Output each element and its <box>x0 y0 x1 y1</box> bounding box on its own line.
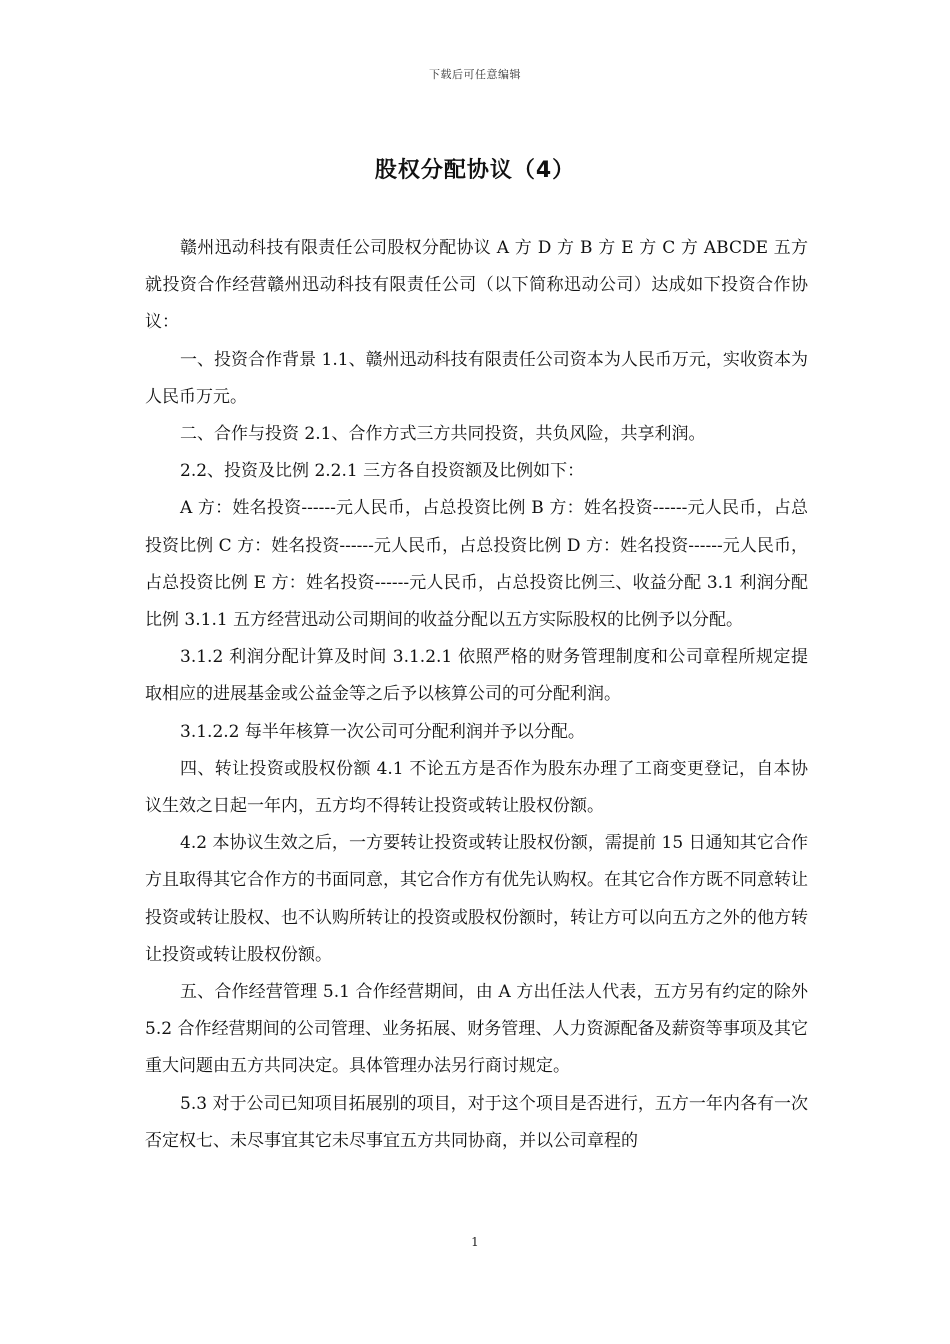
paragraph-section-4: 四、转让投资或股权份额 4.1 不论五方是否作为股东办理了工商变更登记，自本协议生效之日起一年内，五方均不得转让投资或转让股权份额。 <box>145 758 808 817</box>
paragraph-intro: 赣州迅动科技有限责任公司股权分配协议 A 方 D 方 B 方 E 方 C 方 ABCDE 五方就投资合作经营赣州迅动科技有限责任公司（以下简称迅动公司）达成如下投资合作协议： <box>145 238 808 333</box>
paragraph-section-4-2: 4.2 本协议生效之后，一方要转让投资或转让股权份额，需提前 15 日通知其它合作方且取得其它合作方的书面同意，其它合作方有优先认购权。在其它合作方既不同意转让投资或转让股权、也不认购所转让的投资或股权份额时，转让方可以向五方之外的他方转让投资或转让股权份额。 <box>145 833 808 965</box>
paragraph-section-5: 五、合作经营管理 5.1 合作经营期间，由 A 方出任法人代表，五方另有约定的除外 5.2 合作经营期间的公司管理、业务拓展、财务管理、人力资源配备及薪资等事项及其它重大问题由五方共同决定。具体管理办法另行商讨规定。 <box>145 982 808 1077</box>
paragraph-section-3-1-2: 3.1.2 利润分配计算及时间 3.1.2.1 依照严格的财务管理制度和公司章程所规定提取相应的进展基金或公益金等之后予以核算公司的可分配利润。 <box>145 647 808 705</box>
paragraph-section-1: 一、投资合作背景 1.1、赣州迅动科技有限责任公司资本为人民币万元，实收资本为人民币万元。 <box>145 349 808 407</box>
paragraph-section-2-2: 2.2、投资及比例 2.2.1 三方各自投资额及比例如下： <box>180 461 585 482</box>
paragraph-section-3-1-2-2: 3.1.2.2 每半年核算一次公司可分配利润并予以分配。 <box>180 721 585 742</box>
document-body <box>145 230 808 1160</box>
paragraph-investors: A 方：姓名投资------元人民币，占总投资比例 B 方：姓名投资------元人民币，占总投资比例 C 方：姓名投资------元人民币，占总投资比例 D 方：姓名投资------元人民币，占总投资比例 E 方：姓名投资------元人民币，占总投资比例三、收益分配 3.1 利润分配比例 3.1.1 五方经营迅动公司期间的收益分配以五方实际股权的比例予以分配。 <box>145 498 808 631</box>
paragraph-section-5-3: 5.3 对于公司已知项目拓展别的项目，对于这个项目是否进行，五方一年内各有一次否定权七、未尽事宜其它未尽事宜五方共同协商，并以公司章程的 <box>145 1093 808 1151</box>
document-title: 股权分配协议（4） <box>374 158 576 183</box>
page-number: 1 <box>471 1235 479 1249</box>
page-header-note: 下载后可任意编辑 <box>429 68 521 81</box>
paragraph-section-2: 二、合作与投资 2.1、合作方式三方共同投资，共负风险，共享利润。 <box>180 424 706 445</box>
